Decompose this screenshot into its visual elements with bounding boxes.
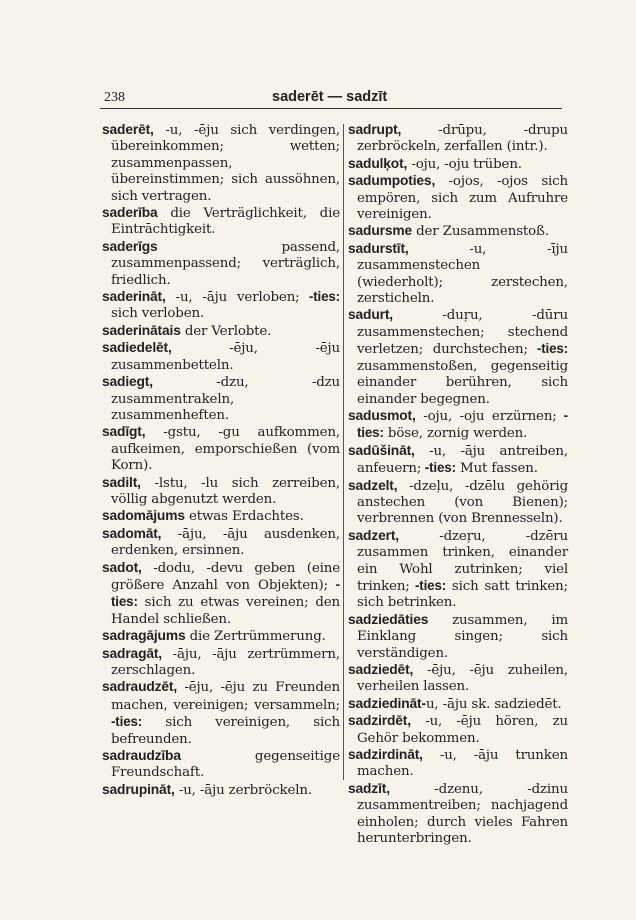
dictionary-entry [348,173,568,223]
reflexive-definition: Mut fassen. [455,461,538,477]
headword: sadurt, [348,307,393,323]
headword: sadurstīt, [348,240,409,256]
definition: -u, -āju zerbröckeln. [174,782,312,798]
definition: etwas Erdachtes. [184,509,304,525]
dictionary-entry [102,239,340,289]
reflexive-definition: sich vereinigen, sich befreunden. [111,715,340,747]
running-head: saderēt — sadzīt [272,89,388,105]
definition: zusammen, im Einklang singen; sich verständigen. [357,612,568,661]
headword: sadumpoties, [348,173,436,189]
definition: -dzeļu, -dzēlu gehörig anstechen (von Bienen); verbrennen (von Brennesseln). [357,478,568,527]
dictionary-entry [348,713,568,747]
definition: -u, -āju antreiben, anfeuern; [357,443,568,477]
dictionary-entry [102,374,340,424]
definition: passend, zusammenpassend; verträglich, friedlich. [111,239,340,288]
headword: sadrupt, [348,122,402,137]
dictionary-entry [102,508,340,525]
headword: sadraudzība [102,748,181,764]
definition: -lstu, -lu sich zerreiben, völlig abgenutzt werden. [111,475,340,507]
dictionary-entry [348,747,568,781]
left-column [102,122,340,799]
dictionary-entry [348,662,568,696]
definition: -gstu, -gu aufkommen, aufkeimen, emporschießen (vom Korn). [111,425,340,474]
headword: saderinātais [102,322,181,338]
dictionary-entry [102,340,340,374]
definition: -dodu, -devu geben (eine größere Anzahl von Objekten); [111,560,340,593]
dictionary-entry [102,560,340,629]
definition: der Verlobte. [180,323,272,339]
definition: der Zusammenstoß. [412,224,549,240]
dictionary-entry [348,478,568,528]
headword: sadot, [102,559,142,575]
dictionary-entry [102,628,340,645]
headword: sadursme [348,223,412,239]
headword: sadusmot, [348,407,416,423]
page-number: 238 [104,90,125,105]
reflexive-form: -ties: [111,576,340,610]
reflexive-form: -ties: [357,407,568,441]
reflexive-form: -ties: [299,289,340,305]
definition: gegenseitige Freundschaft. [111,749,340,781]
reflexive-form: -ties: [409,577,447,593]
headword: sadulķot, [348,155,408,171]
definition: -āju, -āju zertrümmern, zerschlagen. [111,646,340,678]
headword: saderība [102,205,158,221]
headword: saderināt, [102,289,166,305]
dictionary-entry [348,122,568,156]
headword: sadzirdināt, [348,747,423,763]
definition: u, -āju sk. sadziedēt. [425,696,562,712]
column-divider [343,124,344,780]
headword: sadragāt, [102,645,162,661]
definition: -drūpu, -drupu zerbröckeln, zerfallen (intr.). [357,123,568,155]
definition: -dzenu, -dzinu zusammentreiben; nachjagend einholen; durch vieles Fahren herunterbringen. [357,781,568,847]
definition: -oju, -oju erzürnen; [415,408,557,424]
dictionary-entry [348,241,568,308]
dictionary-entry [102,748,340,782]
definition: -dzu, -dzu zusammentrakeln, zusammenheften. [111,375,340,423]
definition: -duŗu, -dūru zusammenstechen; stechend verletzen; durchstechen; [357,308,568,358]
headword: sadilt, [102,474,141,490]
headword: saderīgs [102,238,158,254]
definition: -āju, -āju ausdenken, erdenken, ersinnen. [111,526,340,559]
page-header [100,88,562,109]
right-column [348,122,568,847]
headword: sadziedēt, [348,662,414,677]
dictionary-entry [102,122,340,205]
headword: sadzirdēt, [348,713,411,729]
headword: sadzīt, [348,780,390,796]
definition: -oju, -oju trüben. [407,156,522,172]
definition: -dzeŗu, -dzēru zusammen trinken, einander ein Wohl zutrinken; viel trinken; [357,528,568,594]
headword: sadraudzēt, [102,679,178,695]
dictionary-entry [348,696,568,713]
definition: -ojos, -ojos sich empören, sich zum Aufruhre vereinigen. [357,174,568,223]
headword: sadzelt, [348,477,398,493]
dictionary-entry [348,307,568,407]
dictionary-entry [102,526,340,560]
dictionary-entry [102,289,340,323]
definition: -u, -ēju sich verdingen, übereinkommen; wetten; zusammenpassen, übereinstimmen; sich aussöhnen, sich vertragen. [111,123,340,204]
dictionary-entry [102,679,340,748]
definition: -u, -āju verloben; [165,290,300,306]
reflexive-form: -ties: [527,341,568,357]
reflexive-form: -ties: [111,714,143,730]
dictionary-entry [102,205,340,239]
dictionary-entry [102,323,340,340]
dictionary-entry [348,443,568,478]
dictionary-entry [348,528,568,612]
dictionary-entry [348,408,568,443]
dictionary-entry [348,612,568,662]
reflexive-definition: böse, zornig werden. [383,426,528,442]
dictionary-entry [102,475,340,509]
reflexive-definition: zusammenstoßen, gegenseitig einander berühren, sich einander begegnen. [357,358,568,407]
definition: -ēju, -ēju zuheilen, verheilen lassen. [357,663,568,695]
headword: sadzert, [348,527,399,543]
headword: sadiegt, [102,374,153,390]
dictionary-entry [102,646,340,680]
headword: sadīgt, [102,424,146,440]
definition: -u, -āju trunken machen. [357,748,568,780]
dictionary-entry [102,782,340,799]
reflexive-form: -ties: [421,460,456,476]
dictionary-entry [348,156,568,173]
reflexive-definition: sich zu etwas vereinen; den Handel schließen. [111,595,340,627]
headword: sadziedināt- [348,695,426,711]
headword: saderēt, [102,122,154,137]
reflexive-definition: sich verloben. [111,306,205,322]
dictionary-entry [348,781,568,848]
headword: sadomājums [102,508,185,524]
definition: -u, -ēju hören, zu Gehör bekommen. [357,714,568,746]
definition: -u, -īju zusammenstechen (wiederholt); zerstechen, zersticheln. [357,241,568,307]
headword: sadrupināt, [102,781,175,797]
reflexive-definition: sich satt trinken; sich betrinken. [357,578,568,611]
definition: -ēju, -ēju zusammenbetteln. [111,341,340,373]
headword: sadomāt, [102,525,162,541]
definition: die Zertrümmerung. [185,629,326,645]
definition: die Verträglichkeit, die Eintrāchtigkeit. [111,206,340,238]
headword: sadziedāties [348,611,429,627]
headword: sadragājums [102,628,186,644]
headword: sadūšināt, [348,442,415,458]
dictionary-entry [348,223,568,240]
definition: -ēju, -ēju zu Freunden machen, vereinigen; versammeln; [111,680,340,713]
headword: sadiedelēt, [102,340,172,356]
dictionary-entry [102,424,340,474]
